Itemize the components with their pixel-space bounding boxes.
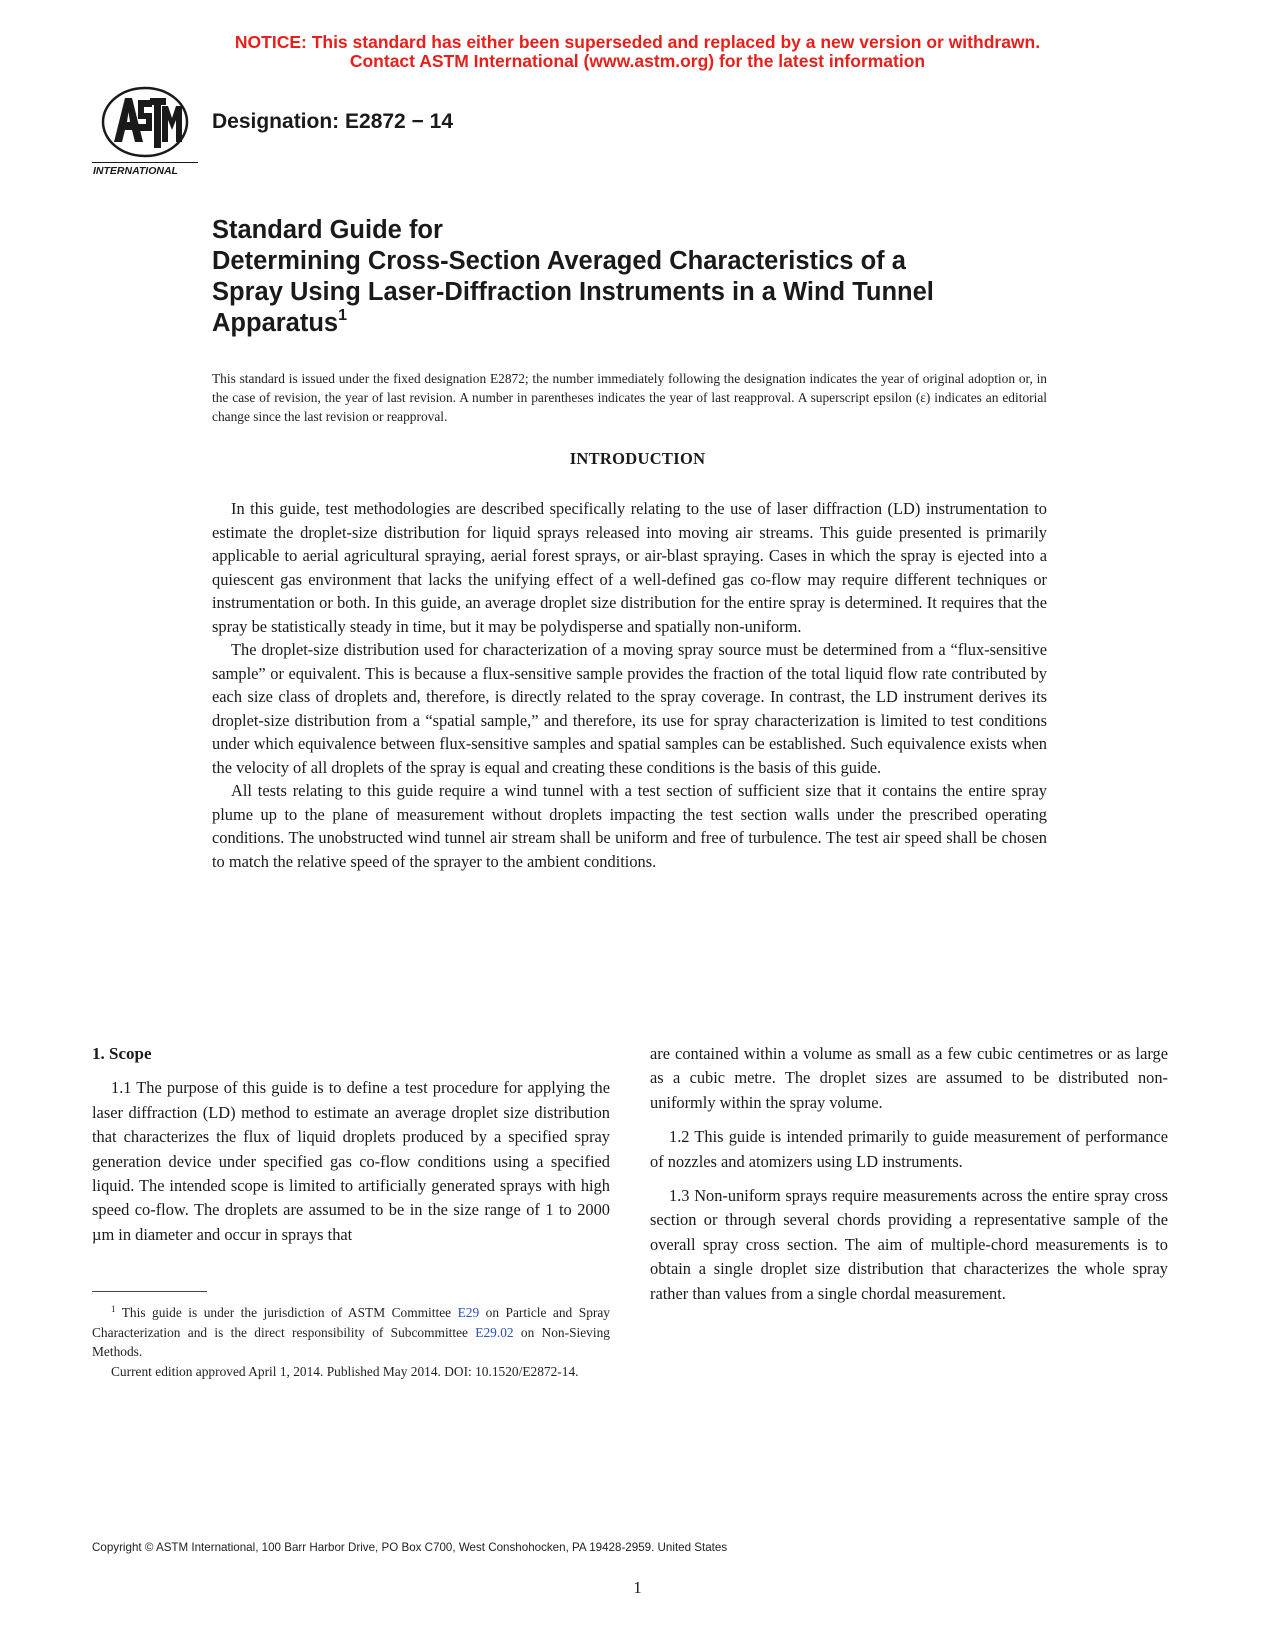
footnote [92, 1303, 610, 1381]
intro-paragraph: All tests relating to this guide require a wind tunnel with a test section of sufficient size that it contains the entire spray plume up to the plane of measurement without droplets impacting the test section walls under the prescribed operating conditions. The unobstructed wind tunnel air stream shall be uniform and free of turbulence. The test air speed shall be chosen to match the relative speed of the sprayer to the ambient conditions. [212, 781, 1047, 871]
issued-note: This standard is issued under the fixed designation E2872; the number immediately following the designation indicates the year of original adoption or, in the case of revision, the year of last revision. A number in parentheses indicates the year of last reapproval. A superscript epsilon (ε) indicates an editorial change since the last revision or reapproval. [212, 371, 1047, 424]
footnote-part-a: This guide is under the jurisdiction of ASTM Committee [121, 1305, 458, 1320]
intro-paragraph: In this guide, test methodologies are described specifically relating to the use of laser diffraction (LD) instrumentation to estimate the droplet-size distribution for liquid sprays released into moving air streams. This guide presented is primarily applicable to aerial agricultural spraying, aerial forest sprays, or air-blast spraying. Cases in which the spray is ejected into a quiescent gas environment that lacks the unifying effect of a well-defined gas co-flow may require different techniques or instrumentation or both. In this guide, an average droplet size distribution for the entire spray is determined. It requires that the spray be statistically steady in time, but it may be polydisperse and spatially non-uniform. [212, 499, 1047, 636]
subcommittee-e29-02-link[interactable]: E29.02 [475, 1324, 514, 1340]
title-line-2: Determining Cross-Section Averaged Characteristics of a [212, 247, 906, 275]
introduction-heading: INTRODUCTION [569, 449, 706, 468]
title-line-1: Standard Guide for [212, 216, 443, 244]
title-line-4 [212, 308, 1112, 339]
notice-line-2: Contact ASTM International (www.astm.org) for the latest information [349, 51, 926, 71]
footnote-text [92, 1303, 610, 1362]
scope-paragraph-1-3: 1.3 Non-uniform sprays require measurements across the entire spray cross section or through several chords providing a representative sample of the overall spray cross section. The aim of multiple-chord measurements is to obtain a single droplet size distribution that characterizes the whole spray rather than values from a single chordal measurement. [650, 1186, 1168, 1303]
scope-paragraph-1-2: 1.2 This guide is intended primarily to guide measurement of performance of nozzles and atomizers using LD instruments. [650, 1127, 1168, 1171]
title-last-word: Apparatus [212, 309, 339, 337]
page-number: 1 [633, 1578, 642, 1597]
intro-paragraph: The droplet-size distribution used for characterization of a moving spray source must be determined from a “flux-sensitive sample” or equivalent. This is because a flux-sensitive sample provides the fraction of the total liquid flow rate contributed by each size class of droplets and, therefore, is directly related to the spray coverage. In contrast, the LD instrument derives its droplet-size distribution from a “spatial sample,” and therefore, its use for spray characterization is limited to test conditions under which equivalence between flux-sensitive samples and spatial samples can be established. Such equivalence exists when the velocity of all droplets of the spray is equal and creating these conditions is the basis of this guide. [212, 640, 1047, 777]
right-column [650, 1042, 1168, 1306]
title-line-3: Spray Using Laser-Diffraction Instruments in a Wind Tunnel [212, 278, 934, 306]
designation: Designation: E2872 − 14 [212, 110, 454, 133]
title-footnote-ref[interactable]: 1 [338, 307, 348, 324]
footnote-edition: Current edition approved April 1, 2014. Published May 2014. DOI: 10.1520/E2872-14. [111, 1363, 579, 1379]
logo-text: INTERNATIONAL [93, 165, 178, 177]
document-title [212, 215, 1112, 339]
introduction-body [212, 497, 1047, 873]
notice-line-1: NOTICE: This standard has either been superseded and replaced by a new version or withdrawn. [234, 32, 1041, 52]
notice-banner [0, 33, 1275, 71]
scope-paragraph-1-1: 1.1 The purpose of this guide is to define a test procedure for applying the laser diffraction (LD) method to estimate an average droplet size distribution that characterizes the flux of liquid droplets produced by a specified spray generation device under specified gas co-flow conditions using a specified liquid. The intended scope is limited to artificially generated sprays with high speed co-flow. The droplets are assumed to be in the size range of 1 to 2000 µm in diameter and occur in sprays that [92, 1078, 610, 1244]
astm-international-logo-icon [92, 84, 198, 180]
copyright-line: Copyright © ASTM International, 100 Barr Harbor Drive, PO Box C700, West Conshohocken, PA 19428-2959. United States [92, 1541, 728, 1554]
left-column [92, 1042, 610, 1247]
committee-e29-link[interactable]: E29 [457, 1305, 480, 1320]
scope-paragraph-1-1-continued: are contained within a volume as small as a few cubic centimetres or as large as a cubic metre. The droplet sizes are assumed to be distributed non-uniformly within the spray volume. [650, 1044, 1168, 1112]
footnote-divider [92, 1291, 207, 1292]
footnote-part-b: on Particle and Spray Characterization and is the direct responsibility of Subcommittee [92, 1305, 610, 1340]
footnote-part-c: on Non-Sieving Methods. [92, 1324, 610, 1359]
footnote-number: 1 [111, 1304, 116, 1314]
scope-heading: 1. Scope [92, 1044, 152, 1063]
